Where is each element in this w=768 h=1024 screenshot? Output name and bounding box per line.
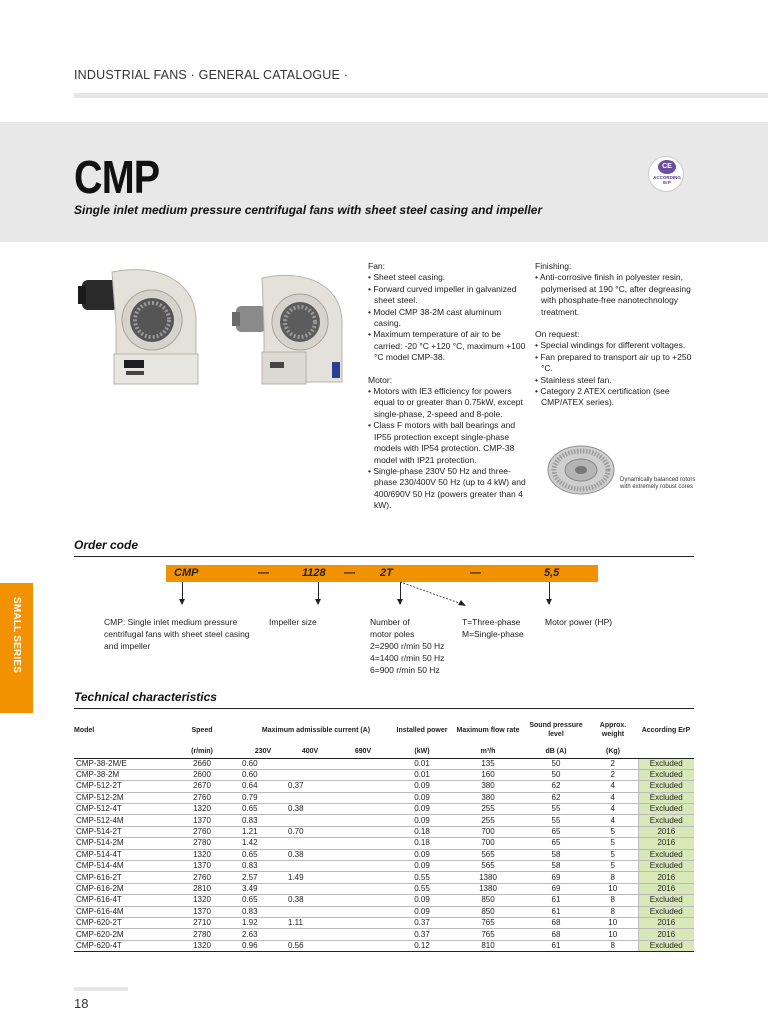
code-dash: — [470, 567, 481, 579]
cell-power: 0.18 [392, 826, 452, 837]
motor-heading: Motor: [368, 374, 393, 385]
cell-230v: 0.79 [240, 792, 286, 803]
order-label-series: CMP: Single inlet medium pressure centrifugal fans with sheet steel casing and impeller [104, 617, 250, 651]
erp-badge-text: ACCORDING ErP [653, 175, 681, 185]
cell-model: CMP-620-2T [74, 917, 164, 928]
cell-model: CMP-512-4T [74, 804, 164, 815]
cell-speed: 2710 [164, 917, 240, 928]
cell-flow: 850 [452, 906, 524, 917]
cell-power: 0.37 [392, 929, 452, 940]
cell-erp: Excluded [638, 769, 694, 780]
table-row [74, 826, 694, 837]
cell-erp: Excluded [638, 792, 694, 803]
cell-690v [334, 929, 392, 940]
order-label-power: Motor power (HP) [545, 617, 613, 627]
cell-400v [286, 906, 334, 917]
unit-flow: m³/h [452, 745, 524, 758]
arrow-power-icon [549, 582, 550, 604]
cell-power: 0.55 [392, 872, 452, 883]
cell-weight: 4 [588, 815, 638, 826]
phase-line: T=Three-phase [462, 617, 521, 627]
table-row [74, 895, 694, 906]
technical-table [74, 715, 694, 952]
poles-line: motor poles [370, 629, 415, 639]
poles-line: Number of [370, 617, 410, 627]
cell-230v: 0.60 [240, 769, 286, 780]
cell-erp: 2016 [638, 838, 694, 849]
cell-weight: 5 [588, 826, 638, 837]
header-divider [74, 93, 768, 98]
finishing-item: • Anti-corrosive finish in polyester resin, polymerised at 190 °C, after degreasing with phosphate-free nanotechnology treatment. [535, 272, 695, 318]
cell-690v [334, 883, 392, 894]
description-column-left [368, 261, 528, 512]
cell-speed: 2760 [164, 872, 240, 883]
cell-power: 0.01 [392, 758, 452, 769]
table-row [74, 917, 694, 928]
fan-item: • Forward curved impeller in galvanized sheet steel. [368, 284, 528, 307]
hero-band [0, 122, 768, 242]
cell-230v: 1.21 [240, 826, 286, 837]
cell-model: CMP-514-2M [74, 838, 164, 849]
cell-flow: 1380 [452, 883, 524, 894]
col-speed: Speed [191, 726, 213, 734]
cell-model: CMP-514-4M [74, 861, 164, 872]
cell-230v: 0.64 [240, 781, 286, 792]
phase-line: M=Single-phase [462, 629, 524, 639]
on-request-item: • Fan prepared to transport air up to +250 °C. [535, 352, 695, 375]
cell-speed: 1320 [164, 940, 240, 951]
poles-line: 6=900 r/min 50 Hz [370, 665, 440, 675]
cell-erp: Excluded [638, 895, 694, 906]
cell-690v [334, 758, 392, 769]
cell-power: 0.09 [392, 906, 452, 917]
cell-230v: 0.83 [240, 906, 286, 917]
unit-weight: (Kg) [588, 745, 638, 758]
cell-sound: 61 [524, 895, 588, 906]
cell-model: CMP-514-2T [74, 826, 164, 837]
cell-690v [334, 804, 392, 815]
cell-230v: 0.83 [240, 861, 286, 872]
cell-weight: 10 [588, 929, 638, 940]
order-label-poles [370, 616, 444, 676]
cell-690v [334, 792, 392, 803]
cell-400v [286, 883, 334, 894]
cell-model: CMP-616-2M [74, 883, 164, 894]
unit-speed: (r/min) [164, 745, 240, 758]
cell-speed: 2600 [164, 769, 240, 780]
cell-400v [286, 861, 334, 872]
on-request-item: • Stainless steel fan. [535, 375, 695, 386]
col-weight: Approx. weight [599, 722, 627, 738]
cell-flow: 765 [452, 929, 524, 940]
cell-erp: Excluded [638, 815, 694, 826]
cell-400v: 0.38 [286, 895, 334, 906]
cell-weight: 2 [588, 758, 638, 769]
cell-weight: 5 [588, 861, 638, 872]
cell-400v: 0.56 [286, 940, 334, 951]
cell-weight: 4 [588, 804, 638, 815]
on-request-heading: On request: [535, 329, 580, 340]
cell-690v [334, 861, 392, 872]
cell-erp: 2016 [638, 929, 694, 940]
cell-weight: 10 [588, 917, 638, 928]
cell-flow: 380 [452, 792, 524, 803]
cell-400v: 1.11 [286, 917, 334, 928]
side-tab-label: SMALL SERIES [11, 597, 22, 674]
cell-model: CMP-38-2M [74, 769, 164, 780]
side-tab [0, 583, 33, 713]
cell-flow: 135 [452, 758, 524, 769]
cell-flow: 380 [452, 781, 524, 792]
cell-400v: 0.37 [286, 781, 334, 792]
cell-weight: 8 [588, 940, 638, 951]
page-title: CMP [74, 151, 160, 203]
cell-flow: 850 [452, 895, 524, 906]
cell-230v: 0.65 [240, 804, 286, 815]
description-column-right [535, 261, 695, 409]
cell-model: CMP-616-4T [74, 895, 164, 906]
cell-sound: 50 [524, 758, 588, 769]
table-row [74, 872, 694, 883]
arrow-series-icon [182, 582, 183, 604]
unit-230v: 230V [240, 745, 286, 758]
cell-model: CMP-620-2M [74, 929, 164, 940]
cell-erp: 2016 [638, 872, 694, 883]
motor-item: • Single-phase 230V 50 Hz and three-phase 230/400V 50 Hz (up to 4 kW) and 400/690V 50 Hz (powers greater than 4 kW). [368, 466, 528, 512]
cell-400v: 0.38 [286, 849, 334, 860]
cell-flow: 700 [452, 838, 524, 849]
motor-section [368, 375, 528, 512]
col-power: Installed power [396, 726, 448, 734]
cell-weight: 5 [588, 849, 638, 860]
code-impeller: 1128 [302, 567, 326, 579]
cell-speed: 2660 [164, 758, 240, 769]
cell-400v [286, 792, 334, 803]
table-row [74, 883, 694, 894]
cell-weight: 8 [588, 906, 638, 917]
on-request-item: • Category 2 ATEX certification (see CMP/ATEX series). [535, 386, 695, 409]
ce-mark: CE [658, 160, 676, 174]
on-request-section [535, 329, 695, 409]
cell-flow: 255 [452, 804, 524, 815]
ce-erp-badge-icon [648, 156, 684, 192]
cell-weight: 4 [588, 792, 638, 803]
col-flow: Maximum flow rate [456, 726, 520, 734]
unit-690v: 690V [334, 745, 392, 758]
cell-erp: Excluded [638, 781, 694, 792]
motor-item: • Class F motors with ball bearings and IP55 protection except single-phase models with IP54 protection. CMP-38 model with IP21 protection. [368, 420, 528, 466]
cell-speed: 1320 [164, 849, 240, 860]
cell-model: CMP-620-4T [74, 940, 164, 951]
cell-400v [286, 758, 334, 769]
cell-weight: 8 [588, 895, 638, 906]
cell-power: 0.09 [392, 781, 452, 792]
table-row [74, 940, 694, 951]
cell-sound: 69 [524, 883, 588, 894]
cell-speed: 1320 [164, 804, 240, 815]
technical-title: Technical characteristics [74, 690, 217, 704]
cell-690v [334, 826, 392, 837]
cell-power: 0.09 [392, 815, 452, 826]
cell-flow: 1380 [452, 872, 524, 883]
cell-flow: 160 [452, 769, 524, 780]
cell-power: 0.09 [392, 849, 452, 860]
cell-sound: 68 [524, 917, 588, 928]
cell-power: 0.09 [392, 895, 452, 906]
cell-sound: 69 [524, 872, 588, 883]
code-power: 5,5 [544, 567, 560, 579]
cell-flow: 765 [452, 917, 524, 928]
cell-flow: 565 [452, 849, 524, 860]
on-request-item: • Special windings for different voltages. [535, 340, 695, 351]
arrow-impeller-icon [318, 582, 319, 604]
code-series: CMP [174, 567, 199, 579]
cell-power: 0.09 [392, 792, 452, 803]
table-row [74, 861, 694, 872]
cell-weight: 2 [588, 769, 638, 780]
unit-sound: dB (A) [524, 745, 588, 758]
cell-speed: 1370 [164, 815, 240, 826]
cell-speed: 2810 [164, 883, 240, 894]
cell-speed: 2780 [164, 838, 240, 849]
poles-line: 4=1400 r/min 50 Hz [370, 653, 445, 663]
cell-690v [334, 895, 392, 906]
cell-erp: Excluded [638, 861, 694, 872]
table-row [74, 792, 694, 803]
cell-power: 0.12 [392, 940, 452, 951]
table-row [74, 769, 694, 780]
cell-speed: 1370 [164, 906, 240, 917]
fan-item: • Model CMP 38-2M cast aluminum casing. [368, 307, 528, 330]
cell-230v: 0.65 [240, 849, 286, 860]
rotor-caption: Dynamically balanced rotors with extremely robust cores [620, 477, 696, 490]
col-current: Maximum admissible current (A) [261, 726, 371, 734]
order-code-rule [74, 556, 694, 557]
cell-weight: 4 [588, 781, 638, 792]
motor-item: • Motors with IE3 efficiency for powers equal to or greater than 0.75kW, except single-phase, 2-speed and 8-pole. [368, 386, 528, 420]
cell-erp: Excluded [638, 906, 694, 917]
table-row [74, 804, 694, 815]
cell-speed: 2760 [164, 792, 240, 803]
cell-weight: 5 [588, 838, 638, 849]
fan-product-image-2 [230, 270, 350, 390]
cell-model: CMP-512-4M [74, 815, 164, 826]
fan-product-image-1 [74, 262, 202, 390]
cell-sound: 58 [524, 861, 588, 872]
cell-690v [334, 781, 392, 792]
cell-400v: 0.38 [286, 804, 334, 815]
cell-erp: Excluded [638, 940, 694, 951]
cell-weight: 10 [588, 883, 638, 894]
technical-rule [74, 708, 694, 709]
code-dash: — [258, 567, 269, 579]
cell-speed: 2760 [164, 826, 240, 837]
table-row [74, 929, 694, 940]
cell-sound: 58 [524, 849, 588, 860]
table-row [74, 758, 694, 769]
fan-item: • Sheet steel casing. [368, 272, 528, 283]
cell-model: CMP-616-4M [74, 906, 164, 917]
cell-400v [286, 929, 334, 940]
fan-item: • Maximum temperature of air to be carried: -20 °C +120 °C, maximum +100 °C model CMP-38. [368, 329, 528, 363]
cell-model: CMP-512-2M [74, 792, 164, 803]
cell-230v: 3.49 [240, 883, 286, 894]
cell-400v [286, 815, 334, 826]
cell-690v [334, 917, 392, 928]
cell-sound: 50 [524, 769, 588, 780]
cell-erp: 2016 [638, 917, 694, 928]
cell-sound: 68 [524, 929, 588, 940]
cell-690v [334, 769, 392, 780]
order-label-phase [462, 616, 524, 640]
cell-model: CMP-512-2T [74, 781, 164, 792]
cell-sound: 61 [524, 940, 588, 951]
cell-speed: 2670 [164, 781, 240, 792]
fan-heading: Fan: [368, 261, 386, 271]
cell-690v [334, 940, 392, 951]
cell-flow: 810 [452, 940, 524, 951]
cell-sound: 62 [524, 792, 588, 803]
cell-230v: 2.63 [240, 929, 286, 940]
unit-power: (kW) [392, 745, 452, 758]
cell-model: CMP-616-2T [74, 872, 164, 883]
cell-sound: 61 [524, 906, 588, 917]
cell-erp: 2016 [638, 826, 694, 837]
col-erp: According ErP [641, 726, 691, 734]
col-model: Model [74, 726, 95, 734]
cell-power: 0.37 [392, 917, 452, 928]
cell-230v: 1.42 [240, 838, 286, 849]
cell-230v: 0.65 [240, 895, 286, 906]
cell-flow: 700 [452, 826, 524, 837]
page-number: 18 [74, 996, 89, 1011]
cell-400v [286, 769, 334, 780]
cell-230v: 0.60 [240, 758, 286, 769]
cell-erp: 2016 [638, 883, 694, 894]
table-row [74, 906, 694, 917]
cell-model: CMP-38-2M/E [74, 758, 164, 769]
cell-690v [334, 906, 392, 917]
cell-flow: 255 [452, 815, 524, 826]
cell-230v: 1.92 [240, 917, 286, 928]
cell-690v [334, 838, 392, 849]
cell-sound: 65 [524, 826, 588, 837]
table-row [74, 849, 694, 860]
col-sound: Sound pressure level [529, 722, 583, 738]
catalogue-breadcrumb: INDUSTRIAL FANS · GENERAL CATALOGUE · [74, 68, 349, 82]
cell-speed: 1320 [164, 895, 240, 906]
cell-sound: 65 [524, 838, 588, 849]
code-poles: 2T [380, 567, 393, 579]
table-row [74, 781, 694, 792]
finishing-heading: Finishing: [535, 261, 572, 271]
order-label-impeller: Impeller size [269, 617, 317, 627]
rotor-image [546, 444, 616, 496]
page-number-rule [74, 987, 128, 991]
finishing-section [535, 261, 695, 318]
cell-230v: 0.83 [240, 815, 286, 826]
page-subtitle: Single inlet medium pressure centrifugal fans with sheet steel casing and impeller [74, 203, 543, 217]
cell-sound: 62 [524, 781, 588, 792]
cell-flow: 565 [452, 861, 524, 872]
cell-speed: 1370 [164, 861, 240, 872]
table-row [74, 838, 694, 849]
cell-weight: 8 [588, 872, 638, 883]
order-code-title: Order code [74, 538, 139, 552]
cell-erp: Excluded [638, 804, 694, 815]
cell-sound: 55 [524, 804, 588, 815]
cell-400v: 1.49 [286, 872, 334, 883]
poles-line: 2=2900 r/min 50 Hz [370, 641, 445, 651]
cell-power: 0.18 [392, 838, 452, 849]
cell-power: 0.01 [392, 769, 452, 780]
cell-230v: 2.57 [240, 872, 286, 883]
fan-section [368, 261, 528, 364]
cell-erp: Excluded [638, 758, 694, 769]
cell-power: 0.09 [392, 861, 452, 872]
order-code-bar [166, 565, 598, 582]
arrow-phase-icon [400, 582, 470, 608]
cell-400v [286, 838, 334, 849]
cell-400v: 0.70 [286, 826, 334, 837]
cell-230v: 0.96 [240, 940, 286, 951]
cell-sound: 55 [524, 815, 588, 826]
cell-speed: 2780 [164, 929, 240, 940]
cell-power: 0.09 [392, 804, 452, 815]
code-dash: — [344, 567, 355, 579]
cell-power: 0.55 [392, 883, 452, 894]
cell-690v [334, 849, 392, 860]
unit-400v: 400V [286, 745, 334, 758]
cell-model: CMP-514-4T [74, 849, 164, 860]
cell-690v [334, 815, 392, 826]
cell-690v [334, 872, 392, 883]
table-row [74, 815, 694, 826]
cell-erp: Excluded [638, 849, 694, 860]
